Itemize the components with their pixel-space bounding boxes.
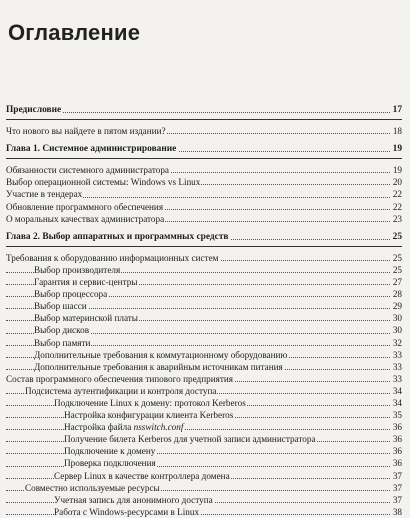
- toc-entry-text: Выбор производителя: [34, 264, 121, 275]
- toc-entry-text: Подключение к домену: [64, 446, 156, 457]
- toc-entry-page-number: 28: [392, 289, 402, 300]
- toc-entry-text: Выбор материнской платы: [34, 313, 138, 324]
- toc-entry: [6, 252, 402, 264]
- toc-chapter-heading-page-number: 19: [392, 144, 402, 155]
- toc-entry-page-number: 36: [392, 422, 402, 433]
- toc-entry-page-number: 34: [392, 385, 402, 396]
- toc-entry-page-number: 33: [392, 373, 402, 384]
- toc-entry-page-number: 33: [392, 349, 402, 360]
- toc-entry-page-number: 27: [392, 277, 402, 288]
- toc-entry-text: Выбор дисков: [34, 325, 90, 336]
- toc-entry-page-number: 19: [392, 165, 402, 176]
- toc-entry-text: Подключение Linux к домену: протокол Kerberos: [54, 397, 246, 408]
- toc-entry: [6, 176, 402, 188]
- toc-entry-page-number: 36: [392, 434, 402, 445]
- toc-entry-page-number: 36: [392, 458, 402, 469]
- chapter-divider: [6, 246, 402, 247]
- toc-entry: [6, 482, 402, 494]
- toc-chapter-heading-page-number: 25: [392, 231, 402, 242]
- toc-entry-text: О моральных качествах администратора: [6, 213, 165, 224]
- toc-entry: [6, 324, 402, 336]
- toc-entry: [6, 125, 402, 137]
- toc-entry-text: Проверка подключения: [64, 458, 156, 469]
- toc-entry: [6, 349, 402, 361]
- page-title: Оглавление: [8, 20, 141, 45]
- toc-entry-page-number: 37: [392, 470, 402, 481]
- toc-entry-text: Настройка файла nsswitch.conf: [64, 422, 184, 433]
- toc-entry-page-number: 30: [392, 313, 402, 324]
- toc-entry: [6, 373, 402, 385]
- toc-entry-page-number: 22: [392, 189, 402, 200]
- toc-chapter-heading-page-number: 17: [392, 105, 402, 115]
- toc-entry-text: Что нового вы найдете в пятом издании?: [6, 126, 166, 137]
- toc-entry-text: Участие в тендерах: [6, 189, 83, 200]
- toc-entry-page-number: 25: [392, 264, 402, 275]
- toc-entry-text: Работа с Windows-ресурсами в Linux: [54, 506, 200, 517]
- toc-entry-page-number: 34: [392, 397, 402, 408]
- toc-entry-text: Выбор процессора: [34, 289, 108, 300]
- toc-entry: [6, 457, 402, 469]
- toc-chapter-heading-text: Глава 1. Системное администрирование: [6, 144, 177, 155]
- toc-entry: [6, 421, 402, 433]
- toc-chapter-heading-text: Предисловие: [6, 105, 62, 115]
- toc-chapter-heading: [6, 104, 402, 116]
- toc-entry-text: Обязанности системного администратора: [6, 165, 170, 176]
- toc-entry: [6, 506, 402, 518]
- toc-entry-text: Совместно используемые ресурсы: [25, 482, 160, 493]
- toc-chapter-heading-text: Глава 2. Выбор аппаратных и программных средств: [6, 231, 229, 242]
- toc-entry-text: Обновление программного обеспечения: [6, 201, 164, 212]
- toc-entry-page-number: 32: [392, 337, 402, 348]
- toc-entry-text: Выбор шасси: [34, 301, 87, 312]
- toc-entry-text: Дополнительные требования к коммутационному оборудованию: [34, 349, 288, 360]
- toc-entry-text: Выбор памяти: [34, 337, 91, 348]
- toc-entry: [6, 164, 402, 176]
- toc-entry: [6, 361, 402, 373]
- toc-entry: [6, 201, 402, 213]
- toc-entry: [6, 264, 402, 276]
- toc-entry-page-number: 18: [392, 126, 402, 137]
- toc-entry-page-number: 33: [392, 361, 402, 372]
- toc-entry: [6, 445, 402, 457]
- toc-entry: [6, 213, 402, 225]
- chapter-divider: [6, 158, 402, 159]
- toc-entry: [6, 494, 402, 506]
- toc-entry-page-number: 36: [392, 446, 402, 457]
- table-of-contents: [6, 104, 402, 518]
- toc-entry: [6, 312, 402, 324]
- toc-entry-text: Требования к оборудованию информационных систем: [6, 252, 219, 263]
- toc-entry-page-number: 29: [392, 301, 402, 312]
- toc-entry-page-number: 38: [392, 506, 402, 517]
- toc-entry-page-number: 23: [392, 213, 402, 224]
- toc-entry-text: Подсистема аутентификации и контроля доступа: [25, 385, 217, 396]
- toc-chapter-heading: [6, 231, 402, 243]
- toc-entry-page-number: 37: [392, 482, 402, 493]
- toc-entry-text: Учетная запись для анонимного доступа: [54, 494, 213, 505]
- toc-entry-text: Состав программного обеспечения типового предприятия: [6, 373, 234, 384]
- toc-entry-text: Настройка конфигурации клиента Kerberos: [64, 410, 234, 421]
- toc-entry-page-number: 22: [392, 201, 402, 212]
- toc-entry-text: Гарантия и сервис-центры: [34, 277, 138, 288]
- toc-entry-page-number: 35: [392, 410, 402, 421]
- toc-entry: [6, 397, 402, 409]
- toc-entry-page-number: 30: [392, 325, 402, 336]
- chapter-divider: [6, 119, 402, 120]
- toc-entry: [6, 337, 402, 349]
- toc-entry-text: Дополнительные требования к аварийным источникам питания: [34, 361, 283, 372]
- toc-entry: [6, 300, 402, 312]
- toc-entry-page-number: 20: [392, 177, 402, 188]
- toc-entry-text: Получение билета Kerberos для учетной записи администратора: [64, 434, 316, 445]
- toc-entry-page-number: 25: [392, 252, 402, 263]
- toc-entry: [6, 433, 402, 445]
- toc-entry-page-number: 37: [392, 494, 402, 505]
- toc-entry: [6, 276, 402, 288]
- toc-entry: [6, 470, 402, 482]
- toc-entry: [6, 385, 402, 397]
- toc-entry: [6, 288, 402, 300]
- toc-entry-text: Сервер Linux в качестве контроллера домена: [54, 470, 230, 481]
- toc-entry-text: Выбор операционной системы: Windows vs Linux: [6, 177, 201, 188]
- toc-entry: [6, 409, 402, 421]
- toc-chapter-heading: [6, 143, 402, 155]
- toc-entry: [6, 188, 402, 200]
